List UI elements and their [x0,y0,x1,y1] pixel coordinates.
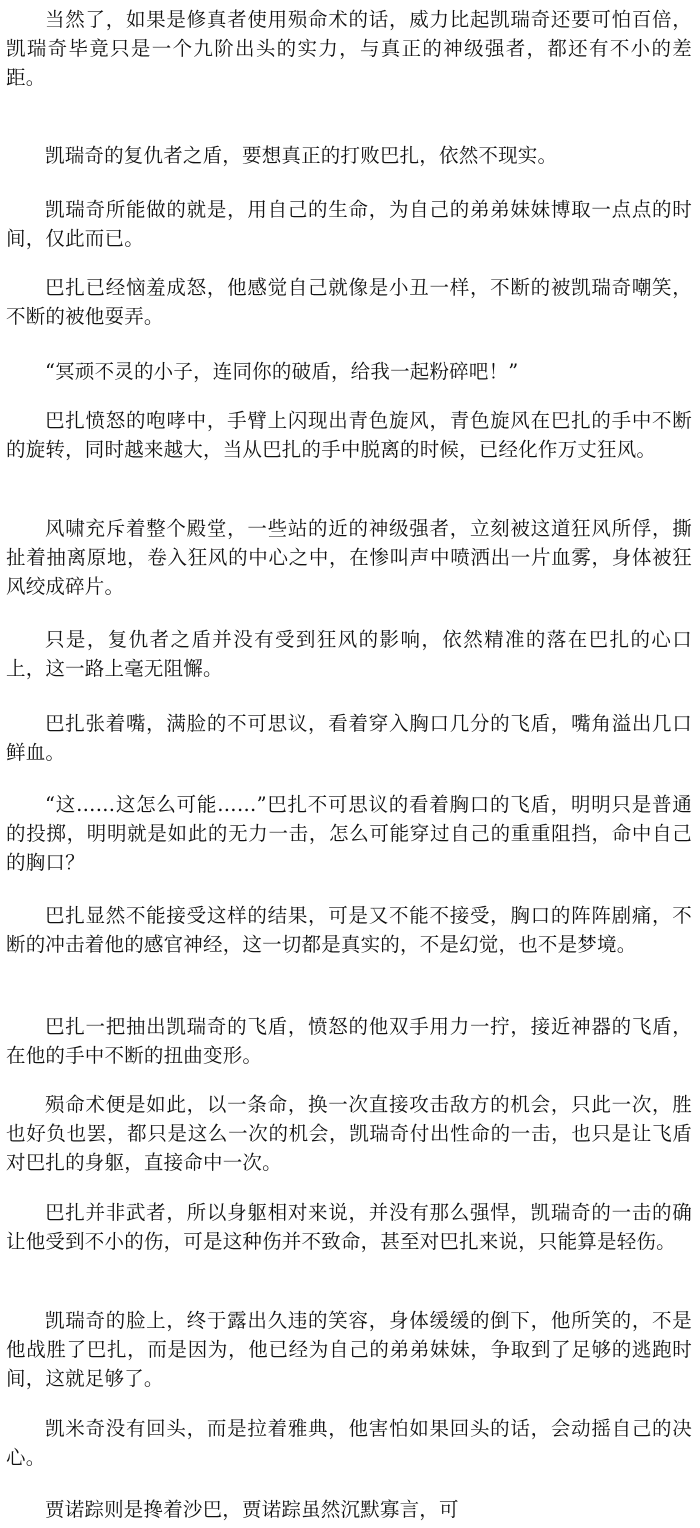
paragraph: 巴扎并非武者，所以身躯相对来说，并没有那么强悍，凯瑞奇的一击的确让他受到不小的伤，可是这种伤并不致命，甚至对巴扎来说，只能算是轻伤。 [6,1201,692,1253]
paragraph: 巴扎愤怒的咆哮中，手臂上闪现出青色旋风，青色旋风在巴扎的手中不断的旋转，同时越来越大，当从巴扎的手中脱离的时候，已经化作万丈狂风。 [6,409,692,461]
paragraph: 只是，复仇者之盾并没有受到狂风的影响，依然精准的落在巴扎的心口上，这一路上毫无阻懈。 [6,628,692,680]
paragraph: 巴扎一把抽出凯瑞奇的飞盾，愤怒的他双手用力一拧，接近神器的飞盾，在他的手中不断的扭曲变形。 [6,1015,692,1067]
paragraph: 凯米奇没有回头，而是拉着雅典，他害怕如果回头的话，会动摇自己的决心。 [6,1417,692,1469]
paragraph-quote: “冥顽不灵的小子，连同你的破盾，给我一起粉碎吧！” [45,360,519,383]
paragraph-quote: “这……这怎么可能……”巴扎不可思议的看着胸口的飞盾，明明只是普通的投掷，明明就是如此的无力一击，怎么可能穿过自己的重重阻挡，命中自己的胸口？ [6,793,692,874]
paragraph: 凯瑞奇的脸上，终于露出久违的笑容，身体缓缓的倒下，他所笑的，不是他战胜了巴扎，而是因为，他已经为自己的弟弟妹妹，争取到了足够的逃跑时间，这就足够了。 [6,1309,692,1390]
paragraph: 巴扎已经恼羞成怒，他感觉自己就像是小丑一样，不断的被凯瑞奇嘲笑，不断的被他耍弄。 [6,276,692,328]
paragraph: 凯瑞奇的复仇者之盾，要想真正的打败巴扎，依然不现实。 [45,144,558,167]
paragraph: 风啸充斥着整个殿堂，一些站的近的神级强者，立刻被这道狂风所俘，撕扯着抽离原地，卷入狂风的中心之中，在惨叫声中喷洒出一片血雾，身体被狂风绞成碎片。 [6,517,692,598]
paragraph: 凯瑞奇所能做的就是，用自己的生命，为自己的弟弟妹妹博取一点点的时间，仅此而已。 [6,198,692,250]
paragraph: 巴扎张着嘴，满脸的不可思议，看着穿入胸口几分的飞盾，嘴角溢出几口鲜血。 [6,712,692,764]
paragraph: 贾诺踪则是搀着沙巴，贾诺踪虽然沉默寡言，可 [45,1498,459,1521]
paragraph: 当然了，如果是修真者使用殒命术的话，威力比起凯瑞奇还要可怕百倍，凯瑞奇毕竟只是一个九阶出头的实力，与真正的神级强者，都还有不小的差距。 [6,8,692,89]
paragraph: 殒命术便是如此，以一条命，换一次直接攻击敌方的机会，只此一次，胜也好负也罢，都只是这么一次的机会，凯瑞奇付出性命的一击，也只是让飞盾对巴扎的身躯，直接命中一次。 [6,1093,692,1174]
paragraph: 巴扎显然不能接受这样的结果，可是又不能不接受，胸口的阵阵剧痛，不断的冲击着他的感官神经，这一切都是真实的，不是幻觉，也不是梦境。 [6,904,692,956]
